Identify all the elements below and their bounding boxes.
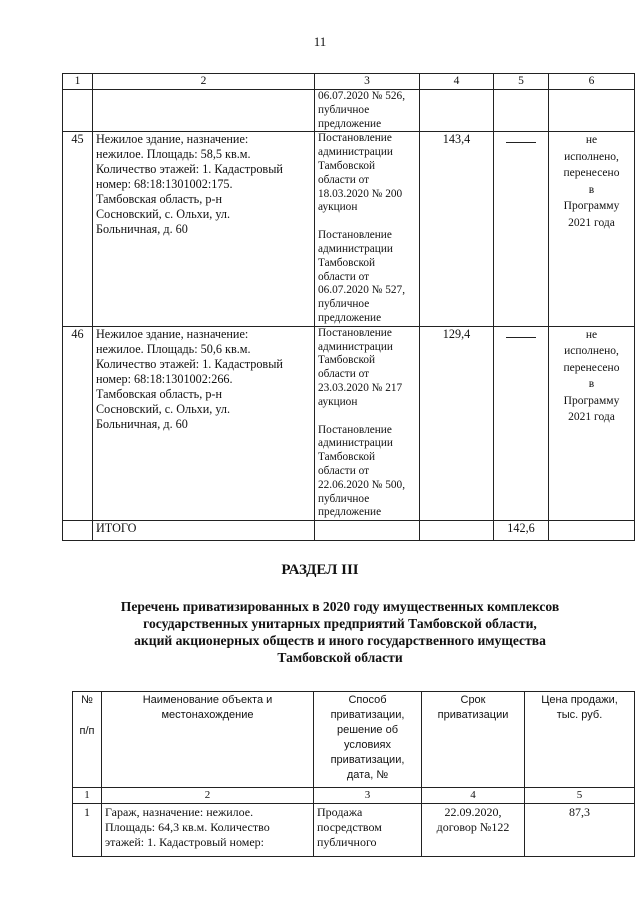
area-value: 129,4 [420,326,494,520]
table-row [73,804,635,857]
header-number: 5 [525,788,635,804]
total-value: 142,6 [494,521,549,541]
row-number: 45 [63,132,93,326]
page-number: 11 [313,34,327,49]
dash-mark [506,133,536,143]
table-row [63,326,635,520]
dash-mark [506,328,536,338]
total-label: ИТОГО [93,521,315,541]
header-number: 1 [63,74,93,90]
property-description: Нежилое здание, назначение: нежилое. Площадь: 58,5 кв.м. Количество этажей: 1. Кадастровый номер: 68:18:1301002:175. Тамбовская область, р-н Сосновский, с. Ольхи, ул. Больничная, д. 60 [93,132,315,326]
header-number: 6 [549,74,635,90]
table-row [63,132,635,326]
header-number: 5 [494,74,549,90]
dash-cell [494,326,549,520]
privatization-term: 22.09.2020, договор №122 [422,804,525,857]
section-title: РАЗДЕЛ III [281,562,359,578]
header-price: Цена продажи, тыс. руб. [525,692,635,788]
header-number: 2 [93,74,315,90]
sale-price: 87,3 [525,804,635,857]
privatization-method: Продажа посредством публичного [314,804,422,857]
property-description: Нежилое здание, назначение: нежилое. Площадь: 50,6 кв.м. Количество этажей: 1. Кадастровый номер: 68:18:1301002:266. Тамбовская область, р-н Сосновский, с. Ольхи, ул. Больничная, д. 60 [93,326,315,520]
dash-cell [494,132,549,326]
header-term: Срок приватизации [422,692,525,788]
table-row-continuation [63,90,635,132]
status-cell: не исполнено, перенесено в Программу 2021 года [549,326,635,520]
row-number: 1 [73,804,102,857]
table-header-numbers [63,74,635,90]
header-num: № п/п [73,692,102,788]
order-cell: Постановление администрации Тамбовской области от 23.03.2020 № 217 аукцион Постановление администрации Тамбовской области от 22.06.2020 № 500, публичное предложение [315,326,420,520]
header-method: Способ приватизации, решение об условиях приватизации, дата, № [314,692,422,788]
header-number: 3 [314,788,422,804]
list-title: Перечень приватизированных в 2020 году имущественных комплексов государственных унитарных предприятий Тамбовской области, акций акционерных обществ и иного государственного имущества Тамбовской области [120,599,560,665]
object-name: Гараж, назначение: нежилое. Площадь: 64,3 кв.м. Количество этажей: 1. Кадастровый номер: [102,804,314,857]
table-header [73,692,635,788]
row-number: 46 [63,326,93,520]
area-value: 143,4 [420,132,494,326]
header-name: Наименование объекта и местонахождение [102,692,314,788]
total-row [63,521,635,541]
header-number: 1 [73,788,102,804]
header-number: 4 [422,788,525,804]
header-number: 3 [315,74,420,90]
order-cell: Постановление администрации Тамбовской области от 18.03.2020 № 200 аукцион Постановление администрации Тамбовской области от 06.07.2020 № 527, публичное предложение [315,132,420,326]
header-number: 2 [102,788,314,804]
status-cell: не исполнено, перенесено в Программу 2021 года [549,132,635,326]
property-table-continued [62,73,635,541]
order-cell: 06.07.2020 № 526, публичное предложение [315,90,420,132]
table-header-numbers [73,788,635,804]
privatized-property-table [72,691,635,857]
header-number: 4 [420,74,494,90]
